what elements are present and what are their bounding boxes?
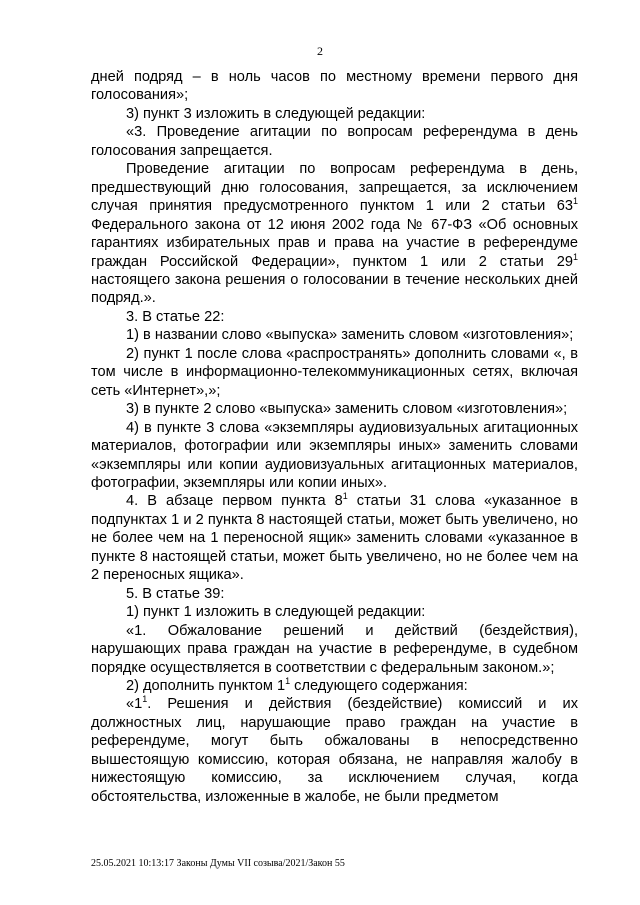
text-run: 3) в пункте 2 слово «выпуска» заменить словом «изготовления»; — [126, 401, 568, 418]
paragraph — [91, 326, 578, 344]
text-run: 1) пункт 1 изложить в следующей редакции: — [126, 604, 426, 621]
paragraph — [91, 400, 578, 418]
page-number: 2 — [317, 44, 323, 58]
text-run: следующего содержания: — [290, 677, 468, 694]
paragraph — [91, 105, 578, 123]
paragraph — [91, 160, 578, 308]
paragraph — [91, 695, 578, 806]
text-run: 3) пункт 3 изложить в следующей редакции: — [126, 105, 426, 122]
text-run: 4. В абзаце первом пункта 8 — [126, 493, 343, 510]
paragraph — [91, 123, 578, 160]
superscript: 1 — [342, 491, 348, 502]
paragraph — [91, 585, 578, 603]
paragraph — [91, 419, 578, 493]
paragraph — [91, 68, 578, 105]
text-run: Проведение агитации по вопросам референдума в день, предшествующий дню голосования, запрещается, за исключением случая принятия предусмотренного пунктом 1 или 2 статьи 63 — [91, 161, 578, 215]
text-run: 4) в пункте 3 слова «экземпляры аудиовизуальных агитационных материалов, фотографии или экземпляры иных» заменить словами «экземпляры или копии аудиовизуальных агитационных материалов, фотографии, экземпляры или копии иных». — [91, 419, 578, 491]
paragraph — [91, 677, 578, 695]
text-run: настоящего закона решения о голосовании в течение нескольких дней подряд.». — [91, 271, 578, 307]
document-body — [91, 68, 578, 806]
text-run: 2) пункт 1 после слова «распространять» дополнить словами «, в том числе в информационно-телекоммуникационных сетях, включая сеть «Интернет»,»; — [91, 345, 578, 399]
superscript: 1 — [572, 196, 578, 207]
text-run: 3. В статье 22: — [126, 308, 225, 325]
text-run: . Решения и действия (бездействие) комиссий и их должностных лиц, нарушающие право граждан на участие в референдуме, могут быть обжалованы в непосредственно вышестоящую комиссию, которая обязана, не направляя жалобу в нижестоящую комиссию, за исключением случая, когда обстоятельства, изложенные в жалобе, не были предметом — [91, 696, 578, 805]
superscript: 1 — [142, 694, 148, 705]
paragraph — [91, 492, 578, 584]
text-run: «1 — [126, 696, 143, 713]
text-run: статьи 31 слова «указанное в подпунктах 1 и 2 пункта 8 настоящей статьи, может быть увеличено, но не более чем на 1 переносной ящик» заменить словами «указанное в пункте 8 настоящей статьи, может быть увеличено, но не более чем на 2 переносных ящика». — [91, 493, 578, 584]
text-run: дней подряд – в ноль часов по местному времени первого дня голосования»; — [91, 69, 578, 104]
text-run: 5. В статье 39: — [126, 585, 225, 602]
paragraph — [91, 622, 578, 677]
text-run: 2) дополнить пунктом 1 — [126, 677, 286, 694]
superscript: 1 — [285, 675, 291, 686]
document-footer: 25.05.2021 10:13:17 Законы Думы VII созыва/2021/Закон 55 — [91, 858, 345, 869]
text-run: «3. Проведение агитации по вопросам референдума в день голосования запрещается. — [91, 124, 578, 159]
text-run: «1. Обжалование решений и действий (бездействия), нарушающих права граждан на участие в референдуме, в судебном порядке осуществляется в соответствии с федеральным законом.»; — [91, 622, 578, 676]
text-run: 1) в названии слово «выпуска» заменить словом «изготовления»; — [126, 327, 574, 344]
paragraph — [91, 603, 578, 621]
paragraph — [91, 345, 578, 400]
text-run: Федерального закона от 12 июня 2002 года № 67-ФЗ «Об основных гарантиях избирательных прав и права на участие в референдуме граждан Российской Федерации», пунктом 1 или 2 статьи 29 — [91, 216, 578, 270]
paragraph — [91, 308, 578, 326]
superscript: 1 — [572, 251, 578, 262]
